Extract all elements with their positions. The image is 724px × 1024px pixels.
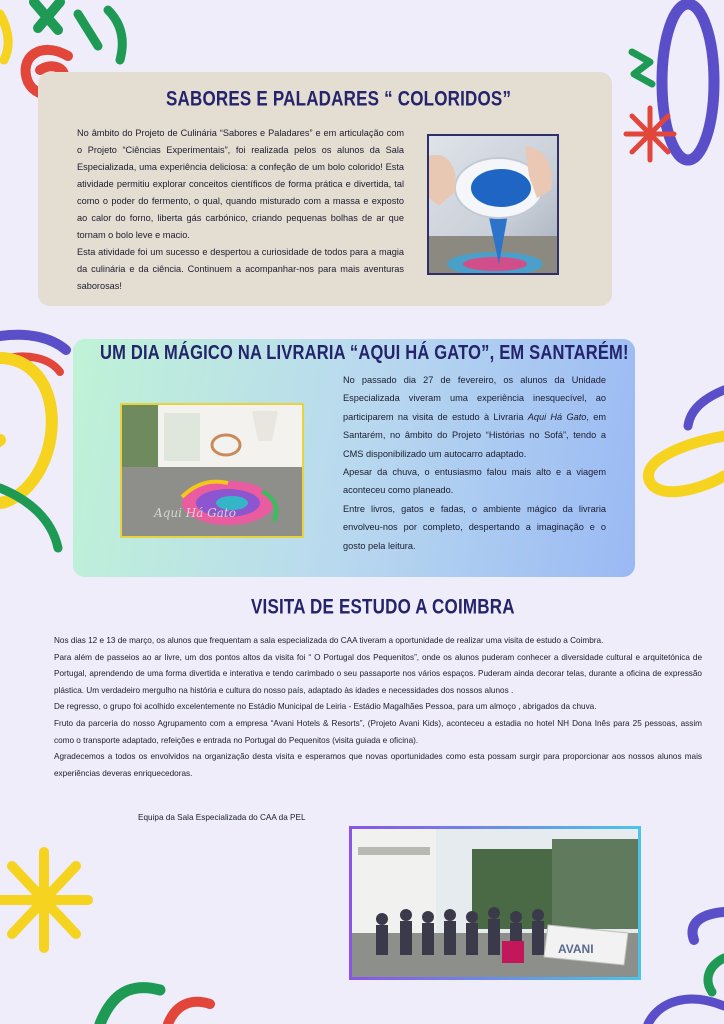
cake-experiment-photo bbox=[427, 134, 559, 275]
section1-text bbox=[77, 125, 404, 295]
section3-paragraph-3: De regresso, o grupo foi acolhido excelentemente no Estádio Municipal de Leiria - Estádio Magalhães Pessoa, para um almoço , abrigados da chuva. bbox=[54, 702, 597, 712]
section2-paragraph-1-end: , em Santarém, no âmbito do Projeto “Histórias no Sofá”, tendo a CMS disponibilizado um autocarro adaptado. bbox=[343, 411, 606, 459]
cake-photo-illustration bbox=[429, 136, 557, 273]
section2-text bbox=[343, 371, 606, 555]
section2-paragraph-1 bbox=[343, 371, 606, 463]
section2-paragraph-1-start: No passado dia 27 de fevereiro, os alunos da Unidade Especializada viveram uma experiência inesquecível, ao participarem na visita de estudo à Livraria bbox=[343, 375, 606, 422]
section2-paragraph-2: Apesar da chuva, o entusiasmo falou mais alto e a viagem aconteceu como planeado. bbox=[343, 467, 606, 496]
section3-paragraph-4: Fruto da parceria do nosso Agrupamento com a empresa “Avani Hotels & Resorts”, (Projeto Avani Kids), aconteceu a estadia no hotel NH Dona Inês para 25 pessoas, assim como o transporte adaptado, refeições e entrada no Portugal do Pequenitos (visita guiada e oficina). bbox=[54, 718, 702, 745]
bookstore-photo bbox=[120, 403, 304, 538]
section2-paragraph-3: Entre livros, gatos e fadas, o ambiente mágico da livraria envolveu-nos por completo, despertando a imaginação e o gosto pela leitura. bbox=[343, 503, 606, 551]
section3-paragraph-2: Para além de passeios ao ar livre, um dos pontos altos da visita foi “ O Portugal dos Pequenitos”, onde os alunos puderam conhecer a diversidade cultural e arquitetónica de Portugal, aprendendo de uma forma divertida e interativa e tendo carimbado o seu passaporte nos vários espaços. Puderam ainda decorar telas, durante a oficina de expressão plástica. Um verdadeiro mergulho na história e cultura do nosso país, adaptado às idades e necessidades dos nossos alunos . bbox=[54, 652, 702, 695]
floor-painting-text: Aqui Há Gato bbox=[154, 506, 236, 520]
group-photo-illustration bbox=[352, 829, 638, 977]
section1-title: SABORES E PALADARES “ COLORIDOS” bbox=[166, 86, 512, 111]
section2-title: UM DIA MÁGICO NA LIVRARIA “AQUI HÁ GATO”, EM SANTARÉM! bbox=[100, 341, 629, 365]
section1-paragraph-1: No âmbito do Projeto de Culinária “Sabores e Paladares” e em articulação com o Projeto “Ciências Experimentais”, foi realizada pelos os alunos da Sala Especializada, uma experiência deliciosa: a confeção de um bolo colorido! Esta atividade permitiu explorar conceitos científicos de forma prática e divertida, tal como o poder do fermento, o qual, quando misturado com a massa e exposto ao calor do forno, liberta gás carbónico, criando pequenas bolhas de ar que tornam o bolo leve e macio. bbox=[77, 128, 404, 240]
section1-paragraph-2: Esta atividade foi um sucesso e despertou a curiosidade de todos para a magia da culinária e da ciência. Continuem a acompanhar-nos para mais aventuras saborosas! bbox=[77, 247, 404, 291]
signature-text: Equipa da Sala Especializada do CAA da PEL bbox=[138, 813, 306, 822]
bookstore-photo-illustration bbox=[122, 405, 302, 536]
bookstore-name: Aqui Há Gato bbox=[527, 411, 587, 422]
group-photo-coimbra bbox=[349, 826, 641, 980]
section3-paragraph-1: Nos dias 12 e 13 de março, os alunos que frequentam a sala especializada do CAA tiveram a oportunidade de realizar uma visita de estudo a Coimbra. bbox=[54, 636, 604, 645]
avani-banner-text: AVANI bbox=[558, 942, 594, 956]
section3-title: VISITA DE ESTUDO A COIMBRA bbox=[251, 594, 515, 619]
section3-paragraph-5: Agradecemos a todos os envolvidos na organização desta visita e esperamos que novas oportunidades como esta possam surgir para proporcionar aos nossos alunos mais experiências deveras enriquecedoras. bbox=[54, 752, 702, 778]
section3-text bbox=[54, 633, 702, 782]
